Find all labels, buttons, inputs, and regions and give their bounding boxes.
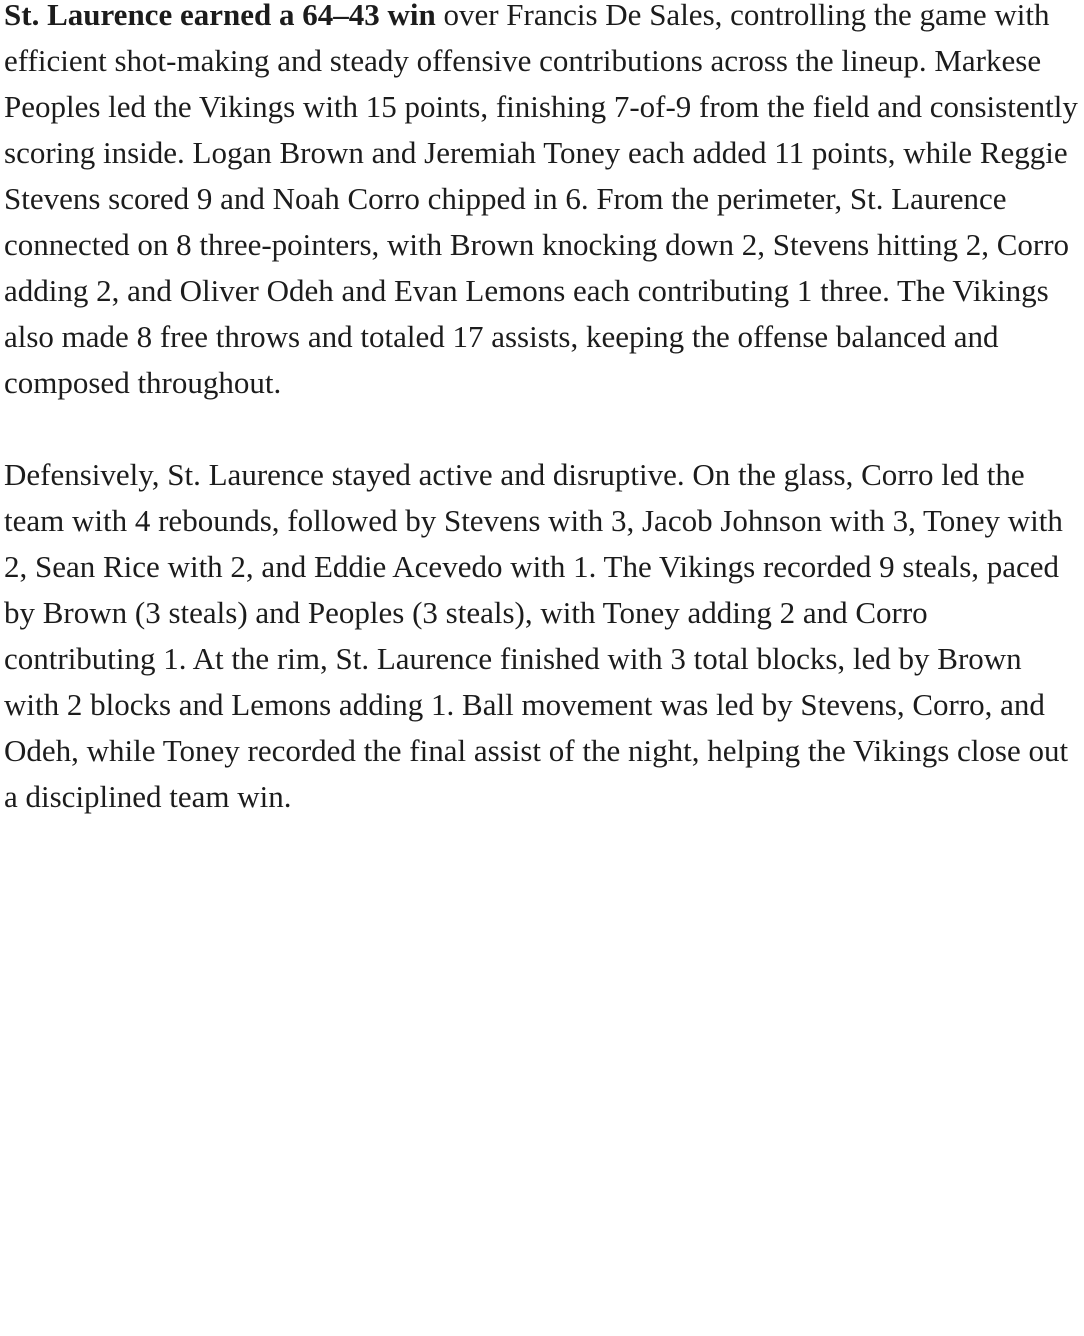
recap-paragraph-offense xyxy=(4,0,1080,406)
lead-summary: St. Laurence earned a 64–43 win xyxy=(4,0,436,32)
recap-paragraph-defense: Defensively, St. Laurence stayed active and disruptive. On the glass, Corro led the team with 4 rebounds, followed by Stevens with 3, Jacob Johnson with 3, Toney with 2, Sean Rice with 2, and Eddie Acevedo with 1. The Vikings recorded 9 steals, paced by Brown (3 steals) and Peoples (3 steals), with Toney adding 2 and Corro contributing 1. At the rim, St. Laurence finished with 3 total blocks, led by Brown with 2 blocks and Lemons adding 1. Ball movement was led by Stevens, Corro, and Odeh, while Toney recorded the final assist of the night, helping the Vikings close out a disciplined team win. xyxy=(4,457,1069,814)
article-body xyxy=(4,0,1080,866)
offense-recap-text: over Francis De Sales, controlling the game with efficient shot-making and steady offensive contributions across the lineup. Markese Peoples led the Vikings with 15 points, finishing 7-of-9 from the field and consistently scoring inside. Logan Brown and Jeremiah Toney each added 11 points, while Reggie Stevens scored 9 and Noah Corro chipped in 6. From the perimeter, St. Laurence connected on 8 three-pointers, with Brown knocking down 2, Stevens hitting 2, Corro adding 2, and Oliver Odeh and Evan Lemons each contributing 1 three. The Vikings also made 8 free throws and totaled 17 assists, keeping the offense balanced and composed throughout. xyxy=(4,0,1078,400)
